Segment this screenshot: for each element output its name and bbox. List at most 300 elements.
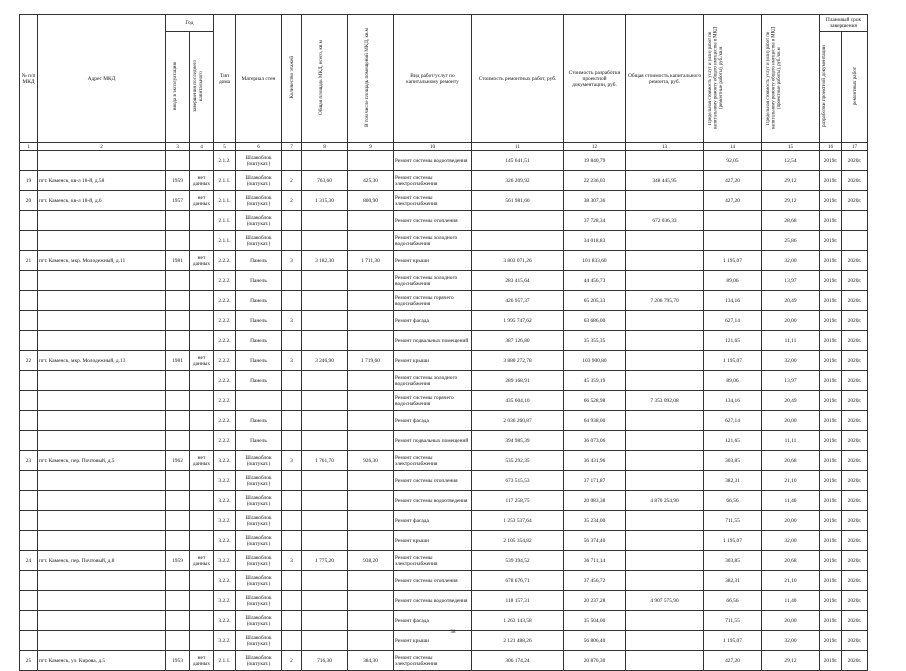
column-number: 8 xyxy=(302,143,348,151)
cell-lim2: 11,11 xyxy=(762,431,820,451)
cell-type: 2.2.2. xyxy=(214,411,236,431)
cell-d1: 2019г. xyxy=(820,191,842,211)
cell-no xyxy=(20,231,38,251)
cell-design: 20 083,38 xyxy=(564,491,626,511)
cell-area xyxy=(302,271,348,291)
table-row xyxy=(20,371,868,391)
cell-fl: 3 xyxy=(282,311,302,331)
cell-area xyxy=(302,231,348,251)
cell-y1 xyxy=(166,491,190,511)
cell-lim2: 32,00 xyxy=(762,531,820,551)
cell-d2 xyxy=(842,211,868,231)
cell-y2 xyxy=(190,571,214,591)
col-header-premises-area-text: В том числе площадь помещений МКД, кв.м xyxy=(363,28,370,127)
cell-wall: Шлакоблок (оштукат.) xyxy=(236,551,282,571)
cell-addr xyxy=(38,151,166,171)
cell-wall: Шлакоблок (оштукат.) xyxy=(236,611,282,631)
cell-parea xyxy=(348,591,394,611)
cell-cost: 326 209,92 xyxy=(472,171,564,191)
cell-design: 36 431,96 xyxy=(564,451,626,471)
cell-work: Ремонт системы горячего водоснабжения xyxy=(394,391,472,411)
column-number-row xyxy=(20,143,868,151)
cell-d1: 2019г. xyxy=(820,351,842,371)
cell-work: Ремонт системы электроснабжения xyxy=(394,171,472,191)
cell-area xyxy=(302,371,348,391)
cell-total: 7 206 795,70 xyxy=(626,291,704,311)
cell-y2 xyxy=(190,211,214,231)
cell-wall: Шлакоблок (оштукат.) xyxy=(236,451,282,471)
cell-d2: 2020г. xyxy=(842,411,868,431)
cell-type: 2.1.1. xyxy=(214,231,236,251)
cell-y1 xyxy=(166,611,190,631)
cell-wall: Панель xyxy=(236,431,282,451)
cell-area: 3 246,90 xyxy=(302,351,348,371)
cell-parea xyxy=(348,311,394,331)
cell-no xyxy=(20,511,38,531)
table-row xyxy=(20,451,868,471)
cell-cost: 1 253 537,64 xyxy=(472,511,564,531)
col-header-year-group: Год xyxy=(166,15,214,32)
table-row xyxy=(20,411,868,431)
cell-no xyxy=(20,291,38,311)
cell-d1: 2019г. xyxy=(820,511,842,531)
cell-y2 xyxy=(190,531,214,551)
cell-d2: 2020г. xyxy=(842,191,868,211)
cell-design: 37 728,34 xyxy=(564,211,626,231)
cell-fl xyxy=(282,211,302,231)
cell-fl: 2 xyxy=(282,171,302,191)
page-number: 38 xyxy=(450,630,456,635)
cell-y1: 1981 xyxy=(166,251,190,271)
cell-no xyxy=(20,411,38,431)
cell-y1 xyxy=(166,591,190,611)
cell-total: 348 445,95 xyxy=(626,171,704,191)
cell-total xyxy=(626,371,704,391)
cell-y2 xyxy=(190,291,214,311)
cell-parea xyxy=(348,491,394,511)
cell-total xyxy=(626,351,704,371)
cell-cost: 394 985,39 xyxy=(472,431,564,451)
cell-addr xyxy=(38,611,166,631)
cell-addr: пгт. Каменск, кв-л 18-й, д.6 xyxy=(38,191,166,211)
cell-lim2: 28,68 xyxy=(762,211,820,231)
col-header-limit-cost-1 xyxy=(704,15,762,143)
cell-cost: 117 258,75 xyxy=(472,491,564,511)
cell-design: 56 374,40 xyxy=(564,531,626,551)
cell-no xyxy=(20,591,38,611)
cell-area xyxy=(302,591,348,611)
cell-lim1: 382,31 xyxy=(704,471,762,491)
cell-wall: Панель xyxy=(236,271,282,291)
cell-design: 56 806,40 xyxy=(564,631,626,651)
cell-y2 xyxy=(190,431,214,451)
cell-parea xyxy=(348,411,394,431)
cell-lim1: 711,55 xyxy=(704,511,762,531)
cell-y1 xyxy=(166,211,190,231)
cell-lim1: 711,55 xyxy=(704,611,762,631)
cell-type: 3.2.2. xyxy=(214,451,236,471)
col-header-year-built xyxy=(166,32,190,143)
cell-y1 xyxy=(166,371,190,391)
cell-work: Ремонт системы отопления xyxy=(394,211,472,231)
cell-lim1: 1 195,07 xyxy=(704,631,762,651)
cell-cost: 289 168,91 xyxy=(472,371,564,391)
cell-area: 3 182,30 xyxy=(302,251,348,271)
cell-work: Ремонт системы водоотведения xyxy=(394,591,472,611)
table-row xyxy=(20,391,868,411)
cell-parea xyxy=(348,431,394,451)
cell-design: 35 234,00 xyxy=(564,511,626,531)
cell-addr: пгт. Каменск, мкр. Молодежный, д.11 xyxy=(38,251,166,271)
cell-cost xyxy=(472,231,564,251)
cell-work: Ремонт системы водоотведения xyxy=(394,151,472,171)
cell-work: Ремонт системы холодного водоснабжения xyxy=(394,231,472,251)
cell-design: 36 073,06 xyxy=(564,431,626,451)
cell-wall xyxy=(236,391,282,411)
cell-wall: Шлакоблок (оштукат.) xyxy=(236,151,282,171)
cell-design: 22 236,03 xyxy=(564,171,626,191)
cell-parea xyxy=(348,271,394,291)
col-header-limit-cost-1-text: Предельная стоимость услуг и (или) работ по капитальному ремонту общего имущества в МКД (ремонтные работы), руб./кв.м xyxy=(707,26,724,129)
cell-lim1: 427,20 xyxy=(704,651,762,671)
cell-parea: 938,20 xyxy=(348,551,394,571)
cell-lim2: 20,49 xyxy=(762,291,820,311)
cell-y2 xyxy=(190,391,214,411)
cell-addr xyxy=(38,231,166,251)
cell-d1: 2019г. xyxy=(820,151,842,171)
column-number: 12 xyxy=(564,143,626,151)
cell-area xyxy=(302,151,348,171)
cell-d2: 2020г. xyxy=(842,511,868,531)
cell-area xyxy=(302,291,348,311)
cell-lim1 xyxy=(704,231,762,251)
col-header-limit-cost-2 xyxy=(762,15,820,143)
cell-type: 2.2.2. xyxy=(214,331,236,351)
cell-cost: 2 036 260,87 xyxy=(472,411,564,431)
cell-y2: нет данных xyxy=(190,551,214,571)
cell-addr xyxy=(38,591,166,611)
cell-parea xyxy=(348,471,394,491)
cell-lim1: 1 195,07 xyxy=(704,251,762,271)
cell-d2: 2020г. xyxy=(842,351,868,371)
cell-parea xyxy=(348,571,394,591)
cell-type: 3.2.2. xyxy=(214,491,236,511)
cell-area xyxy=(302,411,348,431)
cell-lim2: 21,10 xyxy=(762,571,820,591)
cell-addr xyxy=(38,311,166,331)
cell-no: 19 xyxy=(20,171,38,191)
cell-lim2: 12,54 xyxy=(762,151,820,171)
cell-fl xyxy=(282,291,302,311)
cell-total: 7 353 092,08 xyxy=(626,391,704,411)
cell-d2: 2020г. xyxy=(842,571,868,591)
cell-total xyxy=(626,251,704,271)
cell-parea: 425,30 xyxy=(348,171,394,191)
cell-design: 65 205,33 xyxy=(564,291,626,311)
cell-d1: 2019г. xyxy=(820,231,842,251)
table-row xyxy=(20,271,868,291)
cell-design: 20 237,28 xyxy=(564,591,626,611)
cell-design: 37 171,87 xyxy=(564,471,626,491)
cell-wall: Шлакоблок (оштукат.) xyxy=(236,631,282,651)
cell-wall: Панель xyxy=(236,351,282,371)
cell-total xyxy=(626,271,704,291)
cell-cost: 306 174,24 xyxy=(472,651,564,671)
cell-fl xyxy=(282,491,302,511)
cell-lim1: 66,56 xyxy=(704,591,762,611)
cell-lim1: 1 195,07 xyxy=(704,531,762,551)
cell-cost: 2 121 488,26 xyxy=(472,631,564,651)
cell-type: 3.2.2. xyxy=(214,511,236,531)
cell-y2: нет данных xyxy=(190,191,214,211)
cell-area xyxy=(302,531,348,551)
cell-design: 64 938,00 xyxy=(564,411,626,431)
cell-work: Ремонт системы горячего водоснабжения xyxy=(394,291,472,311)
cell-fl: 3 xyxy=(282,351,302,371)
cell-area xyxy=(302,611,348,631)
col-header-premises-area xyxy=(348,15,394,143)
cell-no: 24 xyxy=(20,551,38,571)
col-header-deadline-works-text: ремонтных работ xyxy=(851,66,858,106)
cell-fl xyxy=(282,371,302,391)
col-header-deadline-works xyxy=(842,32,868,143)
cell-y1: 1981 xyxy=(166,351,190,371)
cell-wall: Шлакоблок (оштукат.) xyxy=(236,651,282,671)
cell-lim1: 427,20 xyxy=(704,171,762,191)
cell-fl xyxy=(282,571,302,591)
cell-fl xyxy=(282,511,302,531)
cell-y1 xyxy=(166,431,190,451)
cell-no: 20 xyxy=(20,191,38,211)
cell-no xyxy=(20,571,38,591)
cell-fl xyxy=(282,611,302,631)
cell-type: 2.1.2. xyxy=(214,151,236,171)
cell-d2 xyxy=(842,231,868,251)
col-header-no: № п/п МКД xyxy=(20,15,38,143)
cell-work: Ремонт крыши xyxy=(394,251,472,271)
cell-d2: 2020г. xyxy=(842,531,868,551)
cell-lim2: 20,00 xyxy=(762,311,820,331)
cell-design: 45 359,19 xyxy=(564,371,626,391)
cell-parea xyxy=(348,331,394,351)
table-row xyxy=(20,511,868,531)
cell-y1: 1962 xyxy=(166,451,190,471)
cell-y2 xyxy=(190,411,214,431)
cell-y1 xyxy=(166,291,190,311)
cell-work: Ремонт системы отопления xyxy=(394,471,472,491)
table-row xyxy=(20,351,868,371)
col-header-total-cost: Общая стоимость капитального ремонта, руб. xyxy=(626,15,704,143)
cell-lim1: 66,56 xyxy=(704,491,762,511)
cell-parea: 1 719,60 xyxy=(348,351,394,371)
column-number: 16 xyxy=(820,143,842,151)
col-header-year-last-repair-text: завершения последнего капитального xyxy=(191,59,204,113)
cell-d1: 2019г. xyxy=(820,211,842,231)
cell-y1 xyxy=(166,231,190,251)
cell-total xyxy=(626,191,704,211)
cell-wall: Шлакоблок (оштукат.) xyxy=(236,571,282,591)
cell-d2: 2020г. xyxy=(842,271,868,291)
cell-d1: 2019г. xyxy=(820,331,842,351)
cell-lim2: 32,00 xyxy=(762,251,820,271)
cell-no: 25 xyxy=(20,651,38,671)
column-number: 17 xyxy=(842,143,868,151)
cell-type: 3.2.2. xyxy=(214,551,236,571)
cell-parea xyxy=(348,531,394,551)
cell-d1: 2019г. xyxy=(820,291,842,311)
cell-work: Ремонт системы электроснабжения xyxy=(394,451,472,471)
cell-work: Ремонт крыши xyxy=(394,351,472,371)
cell-lim2: 11,11 xyxy=(762,331,820,351)
cell-work: Ремонт фасада xyxy=(394,311,472,331)
column-number: 3 xyxy=(166,143,190,151)
cell-d1: 2019г. xyxy=(820,431,842,451)
cell-no xyxy=(20,271,38,291)
cell-area xyxy=(302,391,348,411)
cell-addr xyxy=(38,491,166,511)
cell-cost: 387 126,80 xyxy=(472,331,564,351)
cell-d1: 2019г. xyxy=(820,271,842,291)
cell-total xyxy=(626,231,704,251)
cell-addr xyxy=(38,211,166,231)
cell-d1: 2019г. xyxy=(820,471,842,491)
cell-lim2: 29,12 xyxy=(762,651,820,671)
cell-design: 35 504,00 xyxy=(564,611,626,631)
cell-addr: пгт. Каменск, пер. Почтовый, д.5 xyxy=(38,451,166,471)
cell-fl xyxy=(282,331,302,351)
cell-design: 35 355,35 xyxy=(564,331,626,351)
table-row xyxy=(20,251,868,271)
cell-type: 2.1.1. xyxy=(214,191,236,211)
table-row xyxy=(20,651,868,671)
cell-work: Ремонт системы холодного водоснабжения xyxy=(394,371,472,391)
cell-work: Ремонт системы электроснабжения xyxy=(394,551,472,571)
table-row xyxy=(20,471,868,491)
cell-d1: 2019г. xyxy=(820,251,842,271)
col-header-year-built-text: ввода в эксплуатацию xyxy=(171,61,178,111)
col-header-wall-material: Материал стен xyxy=(236,15,282,143)
cell-type: 2.1.1. xyxy=(214,171,236,191)
cell-parea xyxy=(348,511,394,531)
cell-wall: Панель xyxy=(236,371,282,391)
cell-addr xyxy=(38,471,166,491)
cell-y2 xyxy=(190,591,214,611)
cell-cost: 535 292,35 xyxy=(472,451,564,471)
cell-d1: 2019г. xyxy=(820,171,842,191)
cell-wall: Панель xyxy=(236,311,282,331)
cell-d2: 2020г. xyxy=(842,371,868,391)
cell-area: 1 775,20 xyxy=(302,551,348,571)
cell-d2: 2020г. xyxy=(842,651,868,671)
cell-no: 23 xyxy=(20,451,38,471)
cell-area xyxy=(302,491,348,511)
cell-cost: 1 263 143,58 xyxy=(472,611,564,631)
table-row xyxy=(20,231,868,251)
cell-total xyxy=(626,451,704,471)
cell-lim1: 134,16 xyxy=(704,391,762,411)
cell-y1 xyxy=(166,271,190,291)
column-number: 5 xyxy=(214,143,236,151)
cell-type: 3.2.2. xyxy=(214,591,236,611)
cell-wall: Панель xyxy=(236,411,282,431)
cell-fl xyxy=(282,591,302,611)
cell-work: Ремонт фасада xyxy=(394,411,472,431)
cell-no xyxy=(20,531,38,551)
cell-work: Ремонт системы отопления xyxy=(394,571,472,591)
cell-fl xyxy=(282,271,302,291)
cell-area xyxy=(302,511,348,531)
cell-d2: 2020г. xyxy=(842,551,868,571)
cell-lim2: 20,00 xyxy=(762,411,820,431)
cell-total xyxy=(626,331,704,351)
cell-addr: пгт. Каменск, кв-л 18-й, д.58 xyxy=(38,171,166,191)
cell-y2 xyxy=(190,271,214,291)
cell-y2 xyxy=(190,491,214,511)
cell-d2: 2020г. xyxy=(842,291,868,311)
cell-lim2: 13,97 xyxy=(762,271,820,291)
col-header-limit-cost-2-text: Предельная стоимость услуг и (или) работ по капитальному ремонту общего имущества в МКД (проектные работы), руб./кв.м xyxy=(765,26,782,129)
cell-area: 1 315,30 xyxy=(302,191,348,211)
table-body xyxy=(20,151,868,671)
cell-total xyxy=(626,431,704,451)
cell-cost: 426 957,37 xyxy=(472,291,564,311)
col-header-year-last-repair xyxy=(190,32,214,143)
cell-total xyxy=(626,471,704,491)
table-row xyxy=(20,571,868,591)
cell-addr xyxy=(38,371,166,391)
cell-wall: Шлакоблок (оштукат.) xyxy=(236,591,282,611)
cell-type: 3.2.2. xyxy=(214,531,236,551)
cell-addr: пгт. Каменск, пер. Почтовый, д.8 xyxy=(38,551,166,571)
cell-fl: 3 xyxy=(282,251,302,271)
col-header-deadline-group: Плановый срок завершения xyxy=(820,15,868,32)
cell-work: Ремонт подвальных помещений xyxy=(394,331,472,351)
cell-y1 xyxy=(166,411,190,431)
cell-work: Ремонт системы электроснабжения xyxy=(394,651,472,671)
cell-lim1: 303,85 xyxy=(704,451,762,471)
cell-wall: Панель xyxy=(236,291,282,311)
cell-y1: 1959 xyxy=(166,171,190,191)
table-row xyxy=(20,331,868,351)
cell-y1 xyxy=(166,311,190,331)
cell-total xyxy=(626,311,704,331)
table-row xyxy=(20,491,868,511)
cell-y1: 1957 xyxy=(166,191,190,211)
cell-no xyxy=(20,611,38,631)
cell-type: 2.1.1. xyxy=(214,211,236,231)
cell-total: 4 907 575,90 xyxy=(626,591,704,611)
cell-area: 763,60 xyxy=(302,171,348,191)
cell-design: 37 456,72 xyxy=(564,571,626,591)
cell-y2 xyxy=(190,151,214,171)
cell-area xyxy=(302,571,348,591)
cell-design: 63 686,00 xyxy=(564,311,626,331)
cell-no xyxy=(20,371,38,391)
cell-y2 xyxy=(190,471,214,491)
cell-wall: Шлакоблок (оштукат.) xyxy=(236,231,282,251)
cell-lim1: 89,06 xyxy=(704,271,762,291)
cell-y1 xyxy=(166,531,190,551)
cell-cost xyxy=(472,211,564,231)
table-header xyxy=(20,15,868,151)
cell-no xyxy=(20,331,38,351)
cell-type: 2.2.2. xyxy=(214,291,236,311)
cell-lim2: 20,68 xyxy=(762,451,820,471)
cell-cost: 561 981,60 xyxy=(472,191,564,211)
cell-area xyxy=(302,331,348,351)
cell-d1: 2019г. xyxy=(820,391,842,411)
cell-total xyxy=(626,411,704,431)
